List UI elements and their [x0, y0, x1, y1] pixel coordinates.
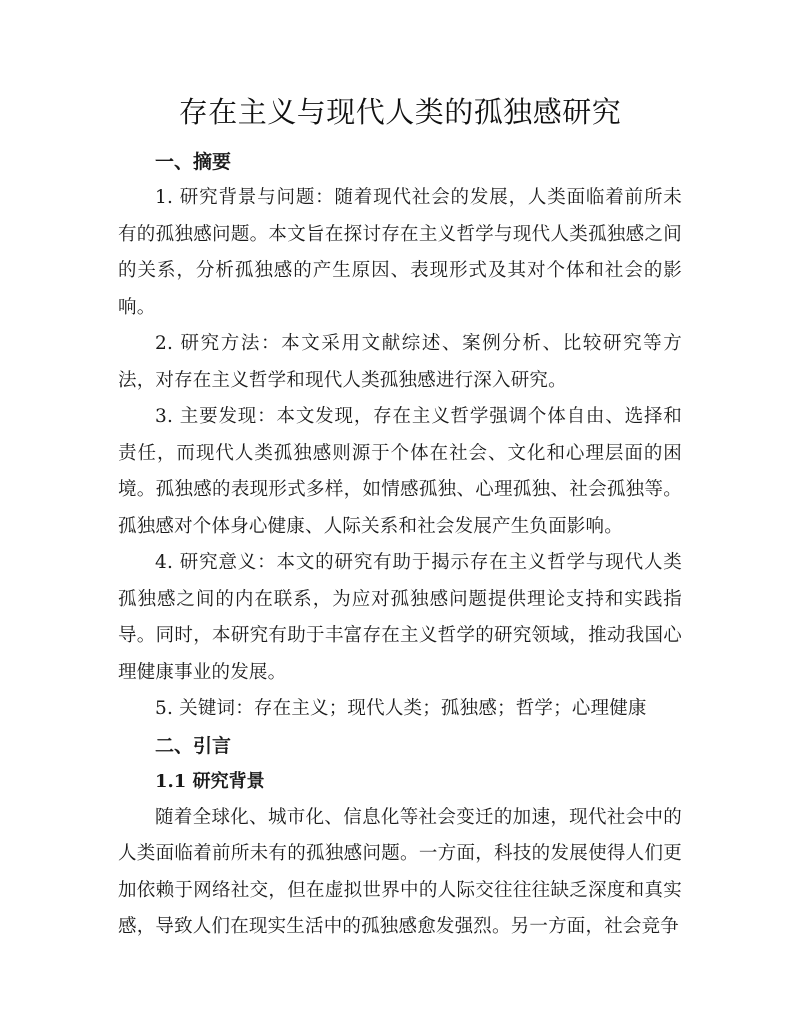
introduction-heading: 二、引言 — [155, 734, 232, 757]
abstract-item-method: 2. 研究方法：本文采用文献综述、案例分析、比较研究等方法，对存在主义哲学和现代人类孤独感进行深入研究。 — [118, 333, 682, 391]
abstract-section — [118, 144, 682, 728]
introduction-paragraph: 随着全球化、城市化、信息化等社会变迁的加速，现代社会中的人类面临着前所未有的孤独感问题。一方面，科技的发展使得人们更加依赖于网络社交，但在虚拟世界中的人际交往往往缺乏深度和真实感，导致人们在现实生活中的孤独感愈发强烈。另一方面，社会竞争 — [118, 806, 682, 937]
abstract-item-background: 1. 研究背景与问题：随着现代社会的发展，人类面临着前所未有的孤独感问题。本文旨在探讨存在主义哲学与现代人类孤独感之间的关系，分析孤独感的产生原因、表现形式及其对个体和社会的影响。 — [118, 187, 682, 318]
research-background-subheading: 1.1 研究背景 — [155, 770, 265, 792]
introduction-section — [118, 728, 682, 946]
abstract-item-keywords: 5. 关键词：存在主义；现代人类；孤独感；哲学；心理健康 — [155, 698, 647, 719]
document-title: 存在主义与现代人类的孤独感研究 — [178, 95, 622, 129]
abstract-item-findings: 3. 主要发现：本文发现，存在主义哲学强调个体自由、选择和责任，而现代人类孤独感则源于个体在社会、文化和心理层面的困境。孤独感的表现形式多样，如情感孤独、心理孤独、社会孤独等。孤独感对个体身心健康、人际关系和社会发展产生负面影响。 — [118, 406, 682, 537]
abstract-heading: 一、摘要 — [155, 151, 232, 173]
abstract-item-significance: 4. 研究意义：本文的研究有助于揭示存在主义哲学与现代人类孤独感之间的内在联系，为应对孤独感问题提供理论支持和实践指导。同时，本研究有助于丰富存在主义哲学的研究领域，推动我国心理健康事业的发展。 — [118, 552, 682, 683]
document-page — [118, 88, 682, 946]
